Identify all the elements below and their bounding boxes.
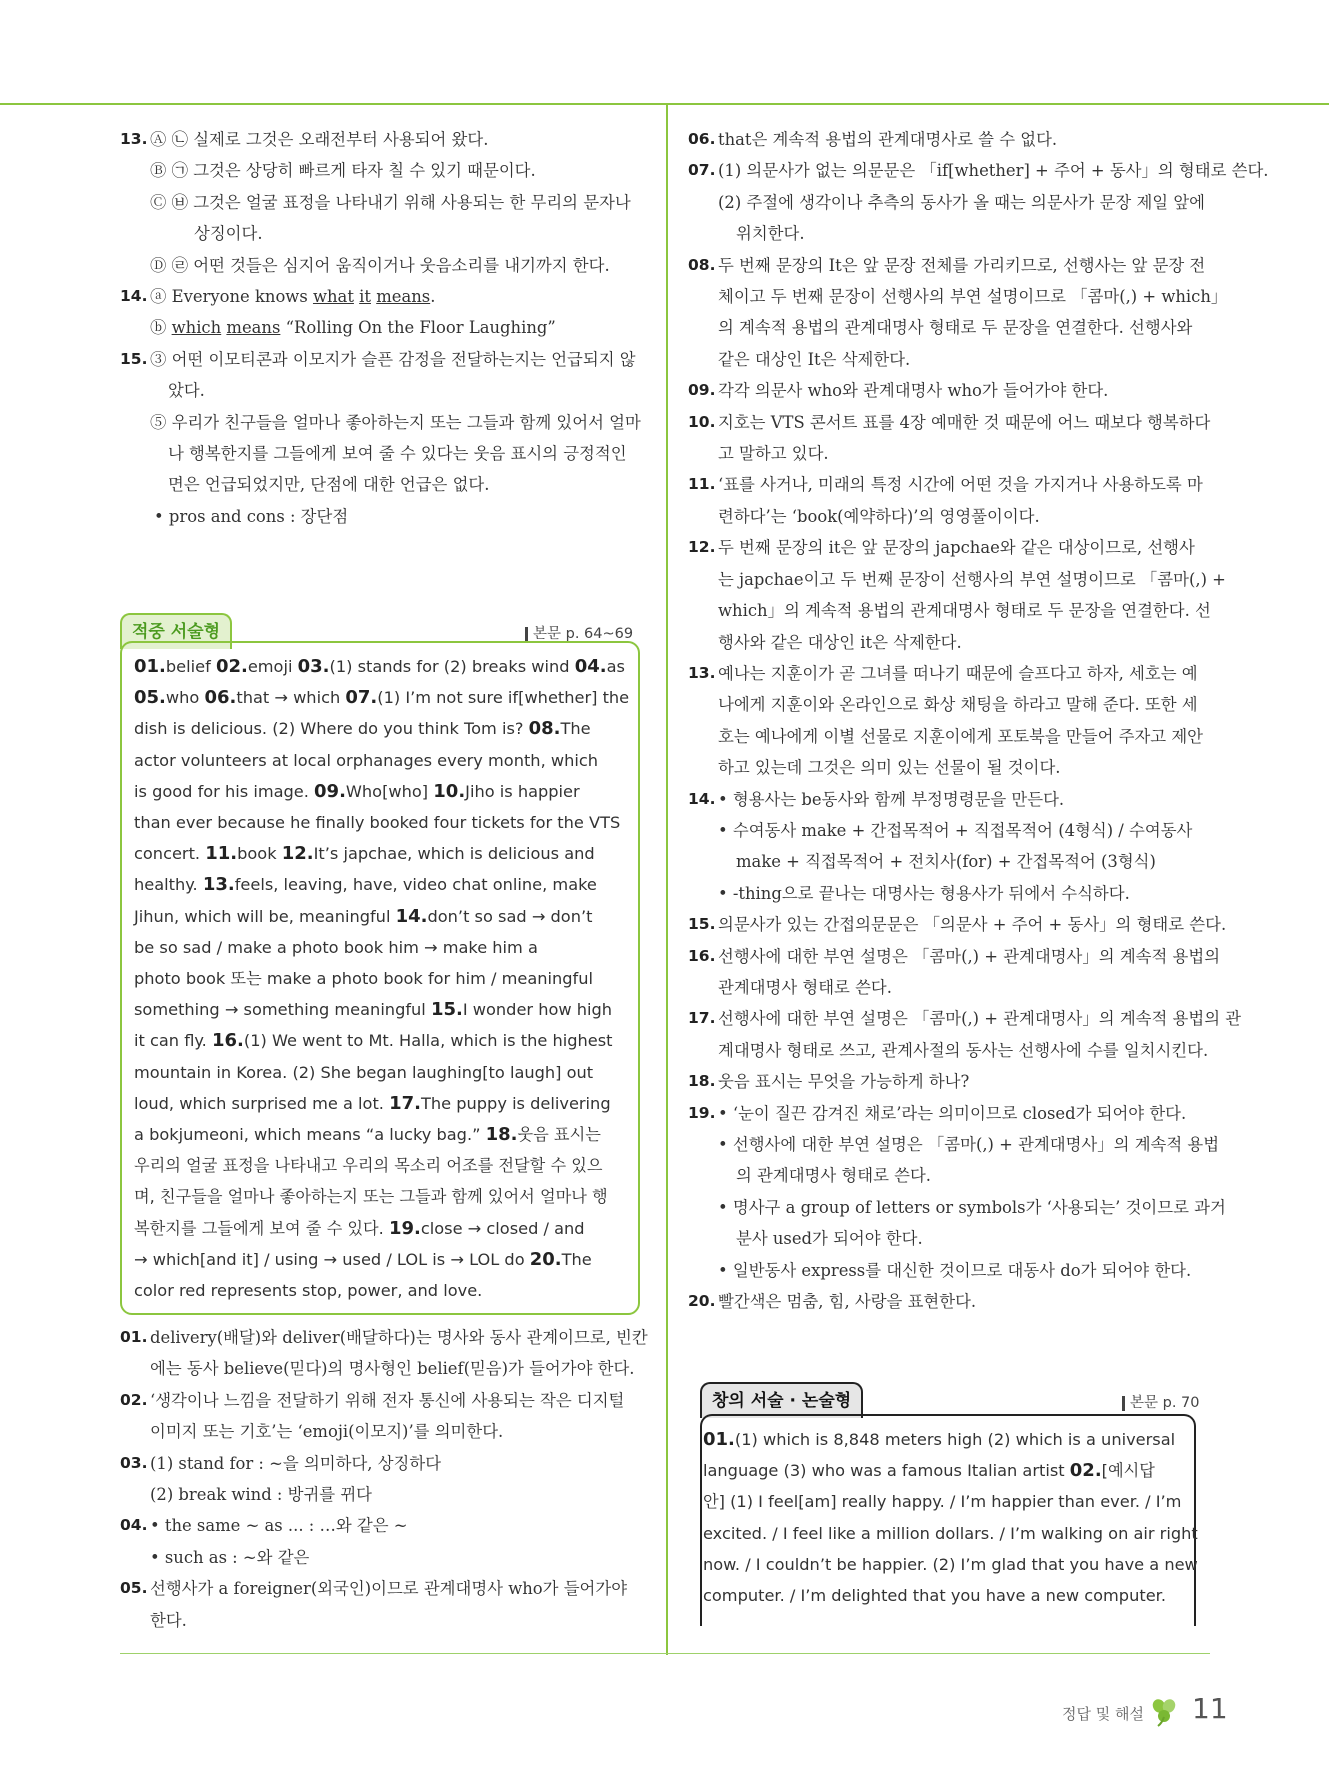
text-line: 이미지 또는 기호’는 ‘emoji(이모지)’를 의미한다. (150, 1422, 504, 1442)
explanation-item (688, 658, 1218, 784)
clover-leaf-icon (1150, 1697, 1178, 1727)
answer-text: as (606, 657, 625, 676)
answer-number: 18. (485, 1124, 518, 1146)
text-line: • 선행사에 대한 부연 설명은 「콤마(,) + 관계대명사」의 계속적 용법 (718, 1135, 1220, 1154)
answer-line (134, 1119, 638, 1150)
answer-number: 09. (314, 780, 346, 802)
text-line: 지호는 VTS 콘서트 표를 4장 예매한 것 때문에 어느 때보다 행복하다 (718, 412, 1211, 432)
explanation-item (688, 532, 1226, 658)
answer-line (703, 1518, 1198, 1549)
answer-box-2 (700, 1414, 1196, 1626)
answer-text: than ever because he finally booked four tickets for the VTS (134, 813, 621, 833)
text-line: 하고 있는데 그것은 의미 있는 선물이 될 것이다. (718, 758, 1061, 778)
text-line: • ‘눈이 질끈 감겨진 채로’라는 의미이므로 closed가 되어야 한다. (718, 1103, 1187, 1123)
text-line: • the same ~ as ... : …와 같은 ~ (150, 1516, 408, 1536)
text-line: 두 번째 문장의 It은 앞 문장 전체를 가리키므로, 선행사는 앞 문장 전 (718, 255, 1206, 275)
answer-line (703, 1455, 1194, 1486)
left-column (120, 124, 650, 532)
answer-number: 04. (574, 656, 607, 677)
item-number: 09. (688, 381, 716, 400)
answer-line (134, 682, 638, 713)
answer-text: computer. / I’m delighted that you have a new computer. (703, 1586, 1166, 1606)
answer-text: something → something meaningful (134, 1000, 431, 1020)
text-line: 의 계속적 용법의 관계대명사 형태로 두 문장을 연결한다. 선행사와 (718, 318, 1193, 338)
answer-number: 07. (345, 687, 378, 709)
item-number: 10. (688, 412, 716, 431)
answer-number: 15. (430, 999, 463, 1021)
explanation-item (688, 155, 1269, 249)
text-line: 각각 의문사 who와 관계대명사 who가 들어가야 한다. (718, 381, 1109, 401)
item-number: 13. (688, 663, 716, 682)
text-line: Ⓒ ㉥ 그것은 얼굴 표정을 나타내기 위해 사용되는 한 무리의 문자나 (150, 192, 631, 212)
answer-line (134, 807, 638, 838)
text-line: 의 관계대명사 형태로 쓴다. (736, 1166, 932, 1186)
text-line: 선행사가 a foreigner(외국인)이므로 관계대명사 who가 들어가야 (150, 1579, 628, 1599)
text-line: 선행사에 대한 부연 설명은 「콤마(,) + 관계대명사」의 계속적 용법의 (718, 946, 1221, 966)
answer-text: (1) which is 8,848 meters high (2) which is a universal (734, 1430, 1176, 1449)
text-line: which」의 계속적 용법의 관계대명사 형태로 두 문장을 연결한다. 선 (718, 601, 1211, 621)
item-number: 15. (688, 915, 716, 934)
text-line: 관계대명사 형태로 쓴다. (718, 977, 892, 997)
answer-text: Who[who] (345, 781, 434, 801)
answer-line (134, 1181, 638, 1212)
answer-text: The puppy is delivering (421, 1093, 611, 1113)
text-line: 위치한다. (736, 224, 805, 244)
answer-line (134, 713, 638, 744)
answer-text: (1) We went to Mt. Halla, which is the highest (243, 1031, 613, 1051)
text-line: • 명사구 a group of letters or symbols가 ‘사용되는’ 것이므로 과거 (718, 1197, 1226, 1217)
answer-line (134, 1088, 638, 1119)
page-reference-1: 본문 p. 64~69 (525, 627, 633, 642)
item-number: 14. (120, 287, 148, 306)
text-line: • such as : ~와 같은 (150, 1547, 310, 1567)
answer-text: a bokjumeoni, which means “a lucky bag.” (134, 1125, 486, 1145)
answer-text: is good for his image. (134, 781, 315, 801)
explanation-item (688, 1286, 1218, 1317)
explanation-item (120, 1448, 650, 1511)
text: . (430, 287, 436, 307)
answer-line (134, 776, 638, 807)
item-number: 16. (688, 946, 716, 965)
text: ⓑ (150, 318, 172, 338)
answer-text: color red represents stop, power, and love. (134, 1281, 483, 1301)
explanation-item (688, 941, 1221, 1004)
text-line: Ⓓ ㉣ 어떤 것들은 심지어 움직이거나 웃음소리를 내기까지 한다. (150, 255, 610, 275)
item-number: 01. (120, 1328, 148, 1346)
text-line: 계대명사 형태로 쓰고, 관계사절의 동사는 선행사에 수를 일치시킨다. (718, 1040, 1209, 1060)
answer-text: 복한지를 그들에게 보여 줄 수 있다. (134, 1218, 389, 1238)
item-number: 19. (688, 1103, 716, 1122)
text-line: 행사와 같은 대상인 it은 삭제한다. (718, 632, 962, 652)
answer-line (703, 1580, 1194, 1611)
explanation-item (120, 1385, 650, 1448)
answer-text: it can fly. (134, 1031, 212, 1051)
underlined-word: it (359, 287, 371, 307)
text-line: 의문사가 있는 간접의문문은 「의문사 + 주어 + 동사」의 형태로 쓴다. (718, 915, 1227, 935)
answer-line (134, 651, 638, 682)
answer-text: feels, leaving, have, video chat online, make (234, 875, 597, 895)
answer-number: 19. (388, 1217, 421, 1239)
explanation-item (688, 407, 1218, 470)
explanation-item (688, 1066, 1218, 1097)
answer-number: 20. (529, 1248, 562, 1270)
text-line: Ⓐ ㉡ 실제로 그것은 오래전부터 사용되어 왔다. (150, 130, 489, 149)
text: “Rolling On the Floor Laughing” (280, 318, 556, 338)
answer-text: close → closed / and (420, 1218, 585, 1238)
text-line: delivery(배달)와 deliver(배달하다)는 명사와 동사 관계이므로, 빈칸 (150, 1328, 648, 1347)
underlined-word: means (226, 318, 281, 338)
text-line: • 형용사는 be동사와 함께 부정명령문을 만든다. (718, 789, 1065, 809)
answer-line (703, 1424, 1194, 1455)
answer-box-1 (120, 641, 640, 1315)
answer-text: concert. (134, 844, 206, 864)
top-rule (0, 103, 1329, 105)
answer-line (134, 1213, 638, 1244)
answer-text: It’s japchae, which is delicious and (313, 844, 595, 864)
text-line (150, 281, 650, 312)
text-line: • 일반동사 express를 대신한 것이므로 대동사 do가 되어야 한다. (718, 1260, 1192, 1280)
answer-number: 10. (433, 780, 466, 802)
answer-line (134, 963, 638, 994)
underlined-word: what (312, 287, 354, 307)
text-line: 웃음 표시는 무엇을 가능하게 하나? (718, 1072, 970, 1092)
answer-number: 17. (389, 1092, 421, 1114)
item-number: 13. (120, 130, 148, 148)
answer-line (134, 932, 638, 963)
item-number: 17. (688, 1009, 716, 1028)
text-line: (1) 의문사가 없는 의문문은 「if[whether] + 주어 + 동사」의 형태로 쓴다. (718, 161, 1269, 181)
answer-text: 우리의 얼굴 표정을 나타내고 우리의 목소리 어조를 전달할 수 있으 (134, 1156, 603, 1176)
text-line: • -thing으로 끝나는 대명사는 형용사가 뒤에서 수식하다. (718, 883, 1130, 903)
answer-text: → which[and it] / using → used / LOL is → LOL do (134, 1249, 530, 1269)
text-line: 는 japchae이고 두 번째 문장이 선행사의 부연 설명이므로 「콤마(,) + (718, 569, 1226, 589)
answer-number: 16. (211, 1030, 244, 1052)
text-line: 련하다’는 ‘book(예약하다)’의 영영풀이이다. (718, 506, 1040, 526)
text-line: 한다. (150, 1610, 187, 1630)
left-column-lower (120, 1322, 650, 1636)
text-line: (2) 주절에 생각이나 추측의 동사가 올 때는 의문사가 문장 제일 앞에 (718, 192, 1205, 212)
text-line: 예나는 지훈이가 곧 그녀를 떠나기 때문에 슬프다고 하자, 세호는 예 (718, 663, 1198, 683)
answer-number: 01. (703, 1429, 735, 1450)
answer-line (134, 994, 638, 1025)
answer-line (134, 1025, 638, 1056)
answer-line (703, 1486, 1194, 1517)
bottom-rule (120, 1653, 1210, 1654)
answer-text: who (165, 688, 205, 708)
answer-text: 웃음 표시는 (517, 1125, 601, 1145)
text-line: 면은 언급되었지만, 단점에 대한 언급은 없다. (168, 475, 490, 495)
answer-text: don’t so sad → don’t (427, 906, 593, 926)
explanations-06-20 (688, 124, 1269, 1317)
text-line: 같은 대상인 It은 삭제한다. (718, 349, 911, 369)
text-line: 호는 예나에게 이별 선물로 지훈이에게 포토북을 만들어 주자고 제안 (718, 726, 1204, 746)
section-title-2: 창의 서술 · 논술형 (700, 1382, 863, 1418)
answer-text: language (3) who was a famous Italian artist (703, 1461, 1070, 1481)
answer-text: photo book 또는 make a photo book for him / meaningful (134, 969, 594, 989)
answer-box-lines (703, 1424, 1198, 1611)
item-number: 18. (688, 1072, 716, 1091)
answer-text: 며, 친구들을 얼마나 좋아하는지 또는 그들과 함께 있어서 얼마나 행 (134, 1187, 608, 1207)
text-line: 선행사에 대한 부연 설명은 「콤마(,) + 관계대명사」의 계속적 용법의 관 (718, 1009, 1242, 1029)
answer-line (134, 1057, 638, 1088)
answer-text: loud, which surprised me a lot. (134, 1093, 390, 1113)
answer-line (134, 838, 638, 869)
explanation-item (688, 909, 1227, 940)
answer-text: 안] (1) I feel[am] really happy. / I’m happier than ever. / I’m (703, 1492, 1182, 1512)
explanation-item (120, 1322, 650, 1385)
explanation-item (688, 124, 1218, 155)
text-line: Ⓑ ㉠ 그것은 상당히 빠르게 타자 칠 수 있기 때문이다. (150, 161, 536, 181)
answer-15 (120, 344, 650, 532)
answer-number: 06. (204, 687, 237, 709)
text-line: 았다. (168, 381, 205, 401)
page-reference-2: 본문 p. 70 (1122, 1396, 1200, 1411)
explanation-item (120, 1573, 650, 1636)
explanation-item (688, 469, 1218, 532)
answer-text: actor volunteers at local orphanages every month, which (134, 750, 599, 770)
answer-line (134, 1244, 638, 1275)
answer-text: emoji (247, 657, 298, 676)
text-line: 두 번째 문장의 it은 앞 문장의 japchae와 같은 대상이므로, 선행사 (718, 538, 1195, 558)
answer-text: (1) I’m not sure if[whether] the (377, 688, 630, 708)
footer-label: 정답 및 해설 (1062, 1705, 1144, 1723)
item-number: 05. (120, 1579, 148, 1598)
item-number: 20. (688, 1292, 716, 1311)
answer-text: now. / I couldn’t be happier. (2) I’m glad that you have a new (703, 1554, 1198, 1574)
item-number: 02. (120, 1390, 148, 1409)
answer-text: Jihun, which will be, meaningful (134, 906, 396, 926)
answer-line (134, 1275, 638, 1306)
text-line: • pros and cons : 장단점 (154, 506, 349, 526)
answer-text: that → which (236, 688, 346, 708)
explanation-item (688, 250, 1228, 376)
answer-text: Jiho is happier (465, 781, 580, 801)
text-line: (1) stand for : ~을 의미하다, 상징하다 (150, 1453, 442, 1473)
answer-number: 08. (528, 718, 561, 740)
text-line: 나 행복한지를 그들에게 보여 줄 수 있다는 웃음 표시의 긍정적인 (168, 444, 627, 464)
item-number: 14. (688, 789, 716, 808)
text-line: 분사 used가 되어야 한다. (736, 1229, 923, 1249)
text-line: 체이고 두 번째 문장이 선행사의 부연 설명이므로 「콤마(,) + which」 (718, 287, 1228, 307)
section-title-1: 적중 서술형 (120, 613, 232, 649)
answer-text: [예시답 (1101, 1461, 1155, 1481)
answer-number: 14. (395, 905, 428, 927)
answer-text: be so sad / make a photo book him → make him a (134, 937, 538, 957)
text-line: ‘생각이나 느낌을 전달하기 위해 전자 통신에 사용되는 작은 디지털 (150, 1390, 625, 1410)
answer-text: mountain in Korea. (2) She began laughing[to laugh] out (134, 1062, 594, 1082)
text-line: ③ 어떤 이모티콘과 이모지가 슬픈 감정을 전달하는지는 언급되지 않 (150, 349, 636, 369)
answer-text: The (560, 719, 591, 739)
explanation-item (688, 1098, 1226, 1286)
text-line: 고 말하고 있다. (718, 444, 829, 464)
answer-line (134, 1150, 638, 1181)
underlined-word: which (171, 318, 222, 338)
answer-text: belief (165, 657, 216, 676)
answer-14 (120, 281, 650, 344)
answer-number: 11. (205, 843, 238, 865)
answer-text: (1) stands for (2) breaks wind (329, 657, 575, 676)
explanation-item (120, 1510, 650, 1573)
item-number: 15. (120, 349, 148, 368)
answer-number: 05. (134, 687, 166, 709)
explanations-01-05 (120, 1322, 650, 1636)
text-line (150, 312, 650, 343)
underlined-word: means (376, 287, 431, 307)
section-header-2 (700, 1382, 1200, 1418)
item-number: 03. (120, 1453, 148, 1472)
answer-text: The (561, 1249, 592, 1269)
right-column (688, 124, 1269, 1317)
text-line: that은 계속적 용법의 관계대명사로 쓸 수 없다. (718, 130, 1058, 149)
answer-text: I wonder how high (462, 1000, 613, 1020)
answer-text: healthy. (134, 875, 203, 895)
text: ⓐ Everyone knows (150, 287, 313, 307)
text-line: 나에게 지훈이와 온라인으로 화상 채팅을 하라고 말해 준다. 또한 세 (718, 695, 1198, 715)
text-line: ‘표를 사거나, 미래의 특정 시간에 어떤 것을 가지거나 사용하도록 마 (718, 475, 1203, 495)
item-number: 12. (688, 538, 716, 557)
text-line: ⑤ 우리가 친구들을 얼마나 좋아하는지 또는 그들과 함께 있어서 얼마 (150, 412, 641, 432)
answer-text: dish is delicious. (2) Where do you think Tom is? (134, 719, 529, 739)
text-line: 빨간색은 멈춤, 힘, 사랑을 표현한다. (718, 1292, 977, 1312)
text-line: • 수여동사 make + 간접목적어 + 직접목적어 (4형식) / 수여동사 (718, 820, 1193, 840)
answer-number: 03. (297, 656, 330, 677)
text-line: (2) break wind : 방귀를 뀌다 (150, 1485, 373, 1505)
explanation-item (688, 784, 1218, 910)
answer-number: 13. (202, 874, 235, 896)
answer-line (134, 901, 638, 932)
text-line: make + 직접목적어 + 전치사(for) + 간접목적어 (3형식) (736, 852, 1156, 872)
column-divider (666, 103, 668, 1655)
answer-text: excited. / I feel like a million dollars. / I’m walking on air right (703, 1523, 1198, 1543)
explanation-item (688, 1003, 1242, 1066)
answer-line (134, 745, 638, 776)
page-number: 11 (1192, 1692, 1228, 1725)
answer-text: book (237, 844, 282, 864)
item-number: 11. (688, 475, 716, 494)
answer-number: 02. (1069, 1460, 1102, 1482)
explanation-item (688, 375, 1218, 406)
item-number: 08. (688, 255, 716, 274)
item-number: 04. (120, 1516, 148, 1535)
answer-line (703, 1549, 1198, 1580)
text-line: 상징이다. (194, 224, 263, 244)
text-line: 에는 동사 believe(믿다)의 명사형인 belief(믿음)가 들어가야 한다. (150, 1359, 635, 1379)
answer-line (134, 869, 638, 900)
answer-number: 01. (134, 656, 166, 677)
item-number: 06. (688, 130, 716, 148)
answer-number: 12. (281, 843, 314, 865)
answer-box-lines (134, 651, 638, 1306)
answer-13 (120, 124, 650, 281)
item-number: 07. (688, 161, 716, 180)
answer-number: 02. (215, 656, 248, 677)
